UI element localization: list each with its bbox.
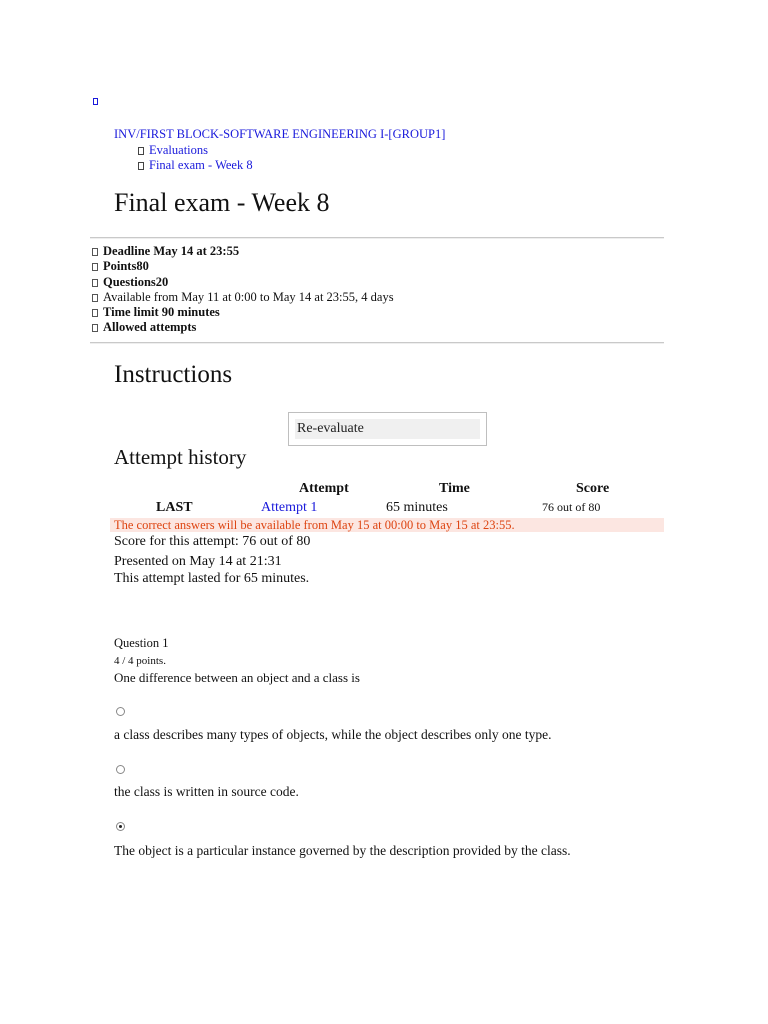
availability-icon [92,294,98,302]
attempt-score: 76 out of 80 [542,500,601,514]
question-text: One difference between an object and a class is [114,670,360,685]
attempts-icon [92,324,98,332]
calendar-icon [92,248,98,256]
attempt-history-heading: Attempt history [114,445,247,469]
folder-icon [138,147,144,155]
reevaluate-container [288,412,487,446]
answer-radio-2[interactable] [116,765,125,774]
column-header-attempt: Attempt [299,481,349,496]
answer-option-2: the class is written in source code. [114,784,299,799]
divider [90,237,664,238]
attempt-summary [114,533,310,588]
time-limit-item: Time limit 90 minutes [92,305,394,320]
breadcrumb-evaluations-link[interactable]: Evaluations [149,142,209,157]
points-icon [92,263,98,271]
instructions-heading: Instructions [114,361,233,388]
divider [90,342,664,343]
attempt-score-summary: Score for this attempt: 76 out of 80 [114,534,311,549]
reevaluate-button[interactable]: Re-evaluate [295,419,480,439]
attempt-link[interactable]: Attempt 1 [261,500,318,515]
questions-icon [92,279,98,287]
question-block [114,636,674,685]
answer-radio-1[interactable] [116,707,125,716]
answer-radio-3[interactable] [116,822,125,831]
row-label: LAST [156,500,193,515]
page-title: Final exam - Week 8 [114,188,330,217]
document-icon [138,162,144,170]
attempt-duration: This attempt lasted for 65 minutes. [114,571,310,586]
breadcrumb-course-link[interactable]: INV/FIRST BLOCK-SOFTWARE ENGINEERING I-[GROUP1] [114,127,446,141]
available-item: Available from May 11 at 0:00 to May 14 at 23:55, 4 days [92,290,394,305]
column-header-score: Score [576,481,610,496]
exam-details [92,244,394,336]
breadcrumb [114,127,445,174]
column-header-time: Time [439,481,470,496]
allowed-attempts-item: Allowed attempts [92,320,394,335]
answer-option-3: The object is a particular instance governed by the description provided by the class. [114,843,571,858]
attempt-presented: Presented on May 14 at 21:31 [114,553,282,569]
document-icon-glyph [93,98,98,105]
correct-answers-notice: The correct answers will be available from May 15 at 00:00 to May 15 at 23:55. [110,518,664,532]
clock-icon [92,309,98,317]
question-points: 4 / 4 points. [114,655,166,667]
question-label: Question 1 [114,636,169,650]
answer-option-1: a class describes many types of objects, while the object describes only one type. [114,727,552,742]
breadcrumb-current-link[interactable]: Final exam - Week 8 [149,158,253,172]
document-icon[interactable] [93,94,98,109]
attempt-time: 65 minutes [386,500,448,515]
points-item: Points80 [92,259,394,274]
questions-item: Questions20 [92,275,394,290]
deadline-item: Deadline May 14 at 23:55 [92,244,394,259]
